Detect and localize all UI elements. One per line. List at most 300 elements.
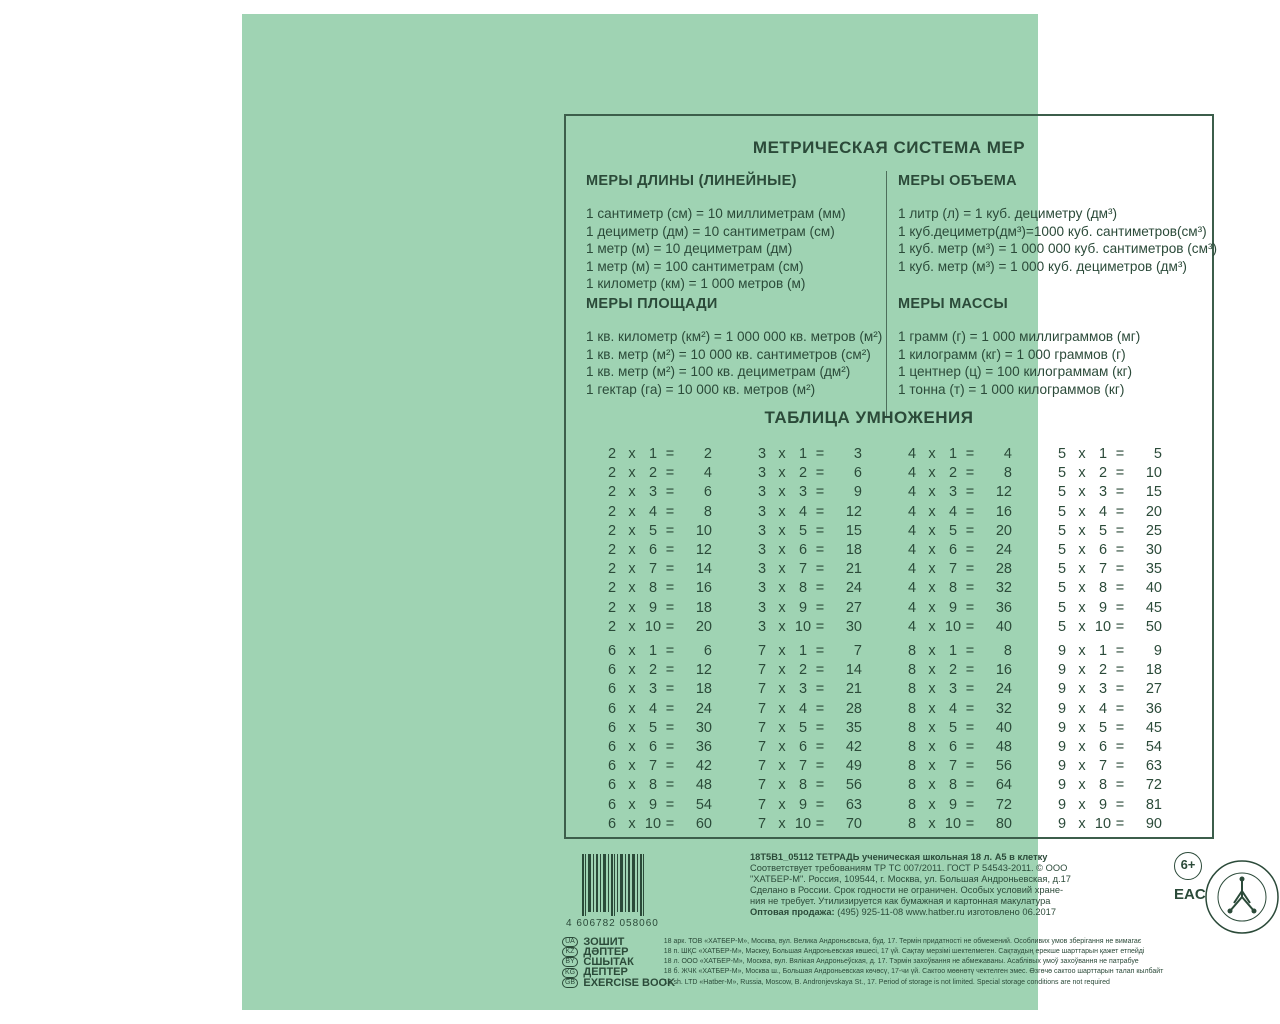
product-cell: 24	[995, 542, 1012, 558]
equals-cell: =	[1115, 739, 1125, 755]
product-cell: 14	[845, 662, 862, 679]
equals-cell: =	[965, 739, 975, 755]
factor-cell: 8	[907, 719, 917, 736]
product-cell: 27	[1145, 681, 1162, 698]
equals-cell: =	[1115, 719, 1125, 736]
factor-cell: 9	[1057, 777, 1067, 794]
multiplier-cell: 8	[798, 580, 808, 597]
multiplier-cell: 10	[794, 815, 812, 832]
operator-cell: x	[928, 542, 936, 558]
multiplier-cell: 3	[798, 681, 808, 698]
factor-cell: 4	[907, 561, 917, 578]
multiplier-cell: 3	[1098, 484, 1108, 501]
column-divider	[886, 171, 887, 416]
equals-cell: =	[665, 700, 675, 717]
factor-cell: 2	[607, 503, 617, 520]
product-cell: 5	[1153, 446, 1162, 462]
operator-cell: x	[1078, 599, 1086, 616]
product-cell: 24	[845, 580, 862, 597]
factor-cell: 6	[607, 681, 617, 698]
multiplication-row	[756, 758, 866, 777]
multiplier-cell: 8	[948, 580, 958, 597]
factor-cell: 4	[907, 446, 917, 462]
operator-cell: x	[628, 522, 636, 539]
product-cell: 30	[845, 618, 862, 635]
language-code: UA	[562, 937, 578, 947]
equals-cell: =	[965, 484, 975, 501]
operator-cell: x	[778, 662, 786, 679]
multiplier-cell: 7	[1098, 758, 1108, 775]
volume-section	[898, 173, 1217, 275]
operator-cell: x	[1078, 700, 1086, 717]
factor-cell: 5	[1057, 599, 1067, 616]
operator-cell: x	[928, 739, 936, 755]
multiplication-row	[906, 580, 1016, 599]
language-row	[562, 977, 1202, 987]
barcode-icon	[562, 852, 662, 924]
operator-cell: x	[1078, 815, 1086, 832]
area-line: 1 кв. метр (м²) = 100 кв. дециметрам (дм²)	[586, 364, 851, 379]
multiplier-cell: 4	[648, 503, 658, 520]
operator-cell: x	[1078, 739, 1086, 755]
multiplication-row	[1056, 816, 1166, 835]
product-cell: 21	[845, 561, 862, 578]
multiplication-row	[906, 720, 1016, 739]
equals-cell: =	[815, 484, 825, 501]
product-cell: 36	[995, 599, 1012, 616]
factor-cell: 8	[907, 700, 917, 717]
multiplication-row	[756, 701, 866, 720]
operator-cell: x	[778, 758, 786, 775]
equals-cell: =	[665, 662, 675, 679]
operator-cell: x	[928, 561, 936, 578]
product-cell: 48	[695, 777, 712, 794]
product-cell: 36	[695, 739, 712, 755]
language-list	[562, 936, 1202, 987]
product-cell: 45	[1145, 599, 1162, 616]
area-line: 1 кв. километр (км²) = 1 000 000 кв. метров (м²)	[586, 329, 883, 344]
multiplication-row	[606, 580, 716, 599]
multiplier-cell: 1	[648, 643, 658, 659]
operator-cell: x	[1078, 503, 1086, 520]
multiplier-cell: 7	[798, 758, 808, 775]
operator-cell: x	[928, 796, 936, 813]
factor-cell: 2	[607, 561, 617, 578]
multiplication-row	[906, 797, 1016, 816]
multiplier-cell: 7	[1098, 561, 1108, 578]
equals-cell: =	[815, 580, 825, 597]
operator-cell: x	[928, 700, 936, 717]
factor-cell: 4	[907, 580, 917, 597]
multiplication-row	[756, 580, 866, 599]
equals-cell: =	[665, 643, 675, 659]
operator-cell: x	[928, 522, 936, 539]
multiplication-row	[756, 662, 866, 681]
factor-cell: 4	[907, 484, 917, 501]
factor-cell: 5	[1057, 561, 1067, 578]
equals-cell: =	[815, 599, 825, 616]
product-cell: 48	[995, 739, 1012, 755]
multiplier-cell: 7	[798, 561, 808, 578]
product-cell: 60	[695, 815, 712, 832]
product-info	[750, 852, 1150, 918]
multiplier-cell: 4	[798, 700, 808, 717]
operator-cell: x	[1078, 662, 1086, 679]
equals-cell: =	[965, 796, 975, 813]
equals-cell: =	[815, 662, 825, 679]
multiplication-row	[906, 600, 1016, 619]
operator-cell: x	[628, 643, 636, 659]
equals-cell: =	[965, 681, 975, 698]
multiplier-cell: 4	[948, 503, 958, 520]
operator-cell: x	[928, 484, 936, 501]
product-line: Сделано в России. Срок годности не ограничен. Особых условий хране-	[750, 885, 1064, 895]
equals-cell: =	[665, 599, 675, 616]
length-line: 1 километр (км) = 1 000 метров (м)	[586, 276, 806, 291]
operator-cell: x	[1078, 465, 1086, 482]
equals-cell: =	[665, 777, 675, 794]
factor-cell: 2	[607, 465, 617, 482]
equals-cell: =	[965, 561, 975, 578]
equals-cell: =	[665, 580, 675, 597]
multiplier-cell: 5	[948, 719, 958, 736]
multiplier-cell: 9	[1098, 796, 1108, 813]
equals-cell: =	[1115, 542, 1125, 558]
operator-cell: x	[928, 662, 936, 679]
multiplier-cell: 3	[948, 484, 958, 501]
product-cell: 42	[845, 739, 862, 755]
multiplier-cell: 10	[944, 618, 962, 635]
equals-cell: =	[815, 522, 825, 539]
equals-cell: =	[1115, 758, 1125, 775]
area-line: 1 гектар (га) = 10 000 кв. метров (м²)	[586, 381, 816, 397]
multiplication-row	[756, 523, 866, 542]
multiplication-row	[756, 619, 866, 638]
multiplication-row	[1056, 484, 1166, 503]
equals-cell: =	[965, 618, 975, 635]
product-cell: 10	[1145, 465, 1162, 482]
operator-cell: x	[628, 542, 636, 558]
language-name: EXERCISE BOOK	[583, 976, 676, 989]
multiplication-row	[606, 720, 716, 739]
factor-cell: 4	[907, 599, 917, 616]
product-cell: 12	[845, 503, 862, 520]
product-line: ния не требует. Утилизируется как бумажная и картонная макулатура	[750, 896, 1051, 906]
factor-cell: 9	[1057, 796, 1067, 813]
multiplier-cell: 6	[1098, 739, 1108, 755]
metric-title: МЕТРИЧЕСКАЯ СИСТЕМА МЕР	[752, 138, 1026, 157]
equals-cell: =	[815, 719, 825, 736]
reference-frame	[564, 114, 1218, 839]
factor-cell: 4	[907, 522, 917, 539]
multiplier-cell: 1	[798, 643, 808, 659]
operator-cell: x	[628, 446, 636, 462]
equals-cell: =	[665, 465, 675, 482]
equals-cell: =	[965, 446, 975, 462]
factor-cell: 3	[757, 618, 767, 635]
mass-lines	[898, 328, 1140, 398]
language-text: 18 б. ЖЧК «ХАТБЕР-М», Москва ш., Большая Андроньевская көчөсү, 17-чи үй. Сактоо мөөнөтү чектелген эмес. Өзгөчө сактоо шарттарын талап кылбайт	[663, 968, 1164, 976]
product-cell: 20	[1145, 503, 1162, 520]
factor-cell: 8	[907, 815, 917, 832]
factor-cell: 9	[1057, 739, 1067, 755]
operator-cell: x	[778, 796, 786, 813]
multiplier-cell: 1	[798, 446, 808, 462]
product-cell: 6	[703, 643, 712, 659]
equals-cell: =	[1115, 599, 1125, 616]
multiplier-cell: 7	[648, 758, 658, 775]
product-cell: 12	[695, 542, 712, 558]
multiplier-cell: 8	[1098, 777, 1108, 794]
multiplication-row	[906, 561, 1016, 580]
factor-cell: 5	[1057, 542, 1067, 558]
multiplier-cell: 3	[648, 681, 658, 698]
area-lines	[586, 328, 882, 398]
product-cell: 20	[695, 618, 712, 635]
equals-cell: =	[1115, 446, 1125, 462]
operator-cell: x	[778, 542, 786, 558]
product-cell: 54	[1145, 739, 1162, 755]
product-cell: 72	[995, 796, 1012, 813]
multiplication-row	[1056, 797, 1166, 816]
multiplier-cell: 10	[1094, 618, 1112, 635]
factor-cell: 9	[1057, 681, 1067, 698]
multiplier-cell: 2	[648, 465, 658, 482]
product-cell: 54	[695, 796, 712, 813]
multiplication-row	[606, 523, 716, 542]
operator-cell: x	[628, 465, 636, 482]
factor-cell: 8	[907, 758, 917, 775]
product-cell: 40	[1145, 580, 1162, 597]
product-cell: 25	[1145, 522, 1162, 539]
equals-cell: =	[965, 643, 975, 659]
equals-cell: =	[815, 446, 825, 462]
operator-cell: x	[628, 777, 636, 794]
multiplication-row	[756, 720, 866, 739]
product-cell: 27	[845, 599, 862, 616]
multiplication-row	[1056, 720, 1166, 739]
factor-cell: 9	[1057, 700, 1067, 717]
equals-cell: =	[665, 815, 675, 832]
quality-seal-icon	[1202, 857, 1280, 937]
factor-cell: 9	[1057, 758, 1067, 775]
multiplication-row	[906, 777, 1016, 796]
operator-cell: x	[778, 777, 786, 794]
multiplication-row	[756, 504, 866, 523]
operator-cell: x	[628, 796, 636, 813]
multiplication-row	[756, 643, 866, 662]
factor-cell: 8	[907, 796, 917, 813]
multiplication-row	[1056, 465, 1166, 484]
factor-cell: 8	[907, 643, 917, 659]
equals-cell: =	[815, 739, 825, 755]
product-cell: 32	[995, 580, 1012, 597]
product-cell: 8	[1003, 643, 1012, 659]
operator-cell: x	[778, 719, 786, 736]
operator-cell: x	[928, 815, 936, 832]
equals-cell: =	[965, 758, 975, 775]
equals-cell: =	[815, 700, 825, 717]
factor-cell: 7	[757, 796, 767, 813]
multiplication-row	[906, 816, 1016, 835]
operator-cell: x	[1078, 681, 1086, 698]
multiplication-row	[906, 643, 1016, 662]
operator-cell: x	[1078, 758, 1086, 775]
footer-info	[562, 852, 1272, 1022]
factor-cell: 6	[607, 662, 617, 679]
product-cell: 2	[703, 446, 712, 462]
multiplication-row	[906, 523, 1016, 542]
multiplication-row	[756, 797, 866, 816]
equals-cell: =	[1115, 700, 1125, 717]
equals-cell: =	[665, 681, 675, 698]
operator-cell: x	[778, 465, 786, 482]
factor-cell: 4	[907, 465, 917, 482]
product-cell: 63	[845, 796, 862, 813]
operator-cell: x	[778, 503, 786, 520]
factor-cell: 7	[757, 739, 767, 755]
factor-cell: 6	[607, 739, 617, 755]
multiplication-row	[1056, 523, 1166, 542]
equals-cell: =	[815, 561, 825, 578]
equals-cell: =	[1115, 484, 1125, 501]
volume-line: 1 литр (л) = 1 куб. дециметру (дм³)	[898, 206, 1118, 221]
multiplier-cell: 7	[648, 561, 658, 578]
equals-cell: =	[965, 662, 975, 679]
mass-line: 1 центнер (ц) = 100 килограммам (кг)	[898, 364, 1133, 379]
factor-cell: 6	[607, 796, 617, 813]
multiplication-row	[606, 777, 716, 796]
operator-cell: x	[1078, 446, 1086, 462]
equals-cell: =	[665, 446, 675, 462]
multiplier-cell: 5	[648, 522, 658, 539]
operator-cell: x	[1078, 796, 1086, 813]
equals-cell: =	[965, 465, 975, 482]
factor-cell: 6	[607, 719, 617, 736]
multiplication-row	[906, 446, 1016, 465]
product-cell: 20	[995, 522, 1012, 539]
product-cell: 30	[1145, 542, 1162, 558]
multiplier-cell: 10	[944, 815, 962, 832]
product-cell: 72	[1145, 777, 1162, 794]
operator-cell: x	[628, 815, 636, 832]
volume-line: 1 куб. метр (м³) = 1 000 куб. дециметров (дм³)	[898, 258, 1187, 274]
language-text: 18 п. ШҚС «ХАТБЕР-М», Мәскеу, Большая Андроньевская көшесі, 17 үй. Сақтау мерзімі шектелмеген. Сақтаудың ерекше шарттарын қажет етпейді	[663, 947, 1145, 955]
equals-cell: =	[815, 465, 825, 482]
multiplication-row	[1056, 542, 1166, 561]
length-line: 1 дециметр (дм) = 10 сантиметрам (см)	[586, 223, 835, 239]
multiplication-row	[756, 561, 866, 580]
factor-cell: 9	[1057, 662, 1067, 679]
factor-cell: 5	[1057, 484, 1067, 501]
product-cell: 32	[995, 700, 1012, 717]
equals-cell: =	[1115, 777, 1125, 794]
multiplication-row	[1056, 681, 1166, 700]
multiplier-cell: 5	[798, 719, 808, 736]
multiplication-row	[606, 465, 716, 484]
factor-cell: 5	[1057, 522, 1067, 539]
language-row	[562, 967, 1202, 977]
equals-cell: =	[815, 681, 825, 698]
operator-cell: x	[1078, 777, 1086, 794]
product-cell: 64	[995, 777, 1012, 794]
factor-cell: 7	[757, 719, 767, 736]
operator-cell: x	[1078, 522, 1086, 539]
product-cell: 7	[853, 643, 862, 659]
multiplication-row	[756, 739, 866, 758]
factor-cell: 7	[757, 777, 767, 794]
multiplier-cell: 5	[648, 719, 658, 736]
product-cell: 18	[695, 681, 712, 698]
factor-cell: 3	[757, 599, 767, 616]
equals-cell: =	[665, 739, 675, 755]
product-cell: 24	[695, 700, 712, 717]
product-cell: 18	[845, 542, 862, 558]
product-cell: 45	[1145, 719, 1162, 736]
multiplier-cell: 3	[948, 681, 958, 698]
operator-cell: x	[1078, 643, 1086, 659]
product-cell: 18	[1145, 662, 1162, 679]
product-cell: 3	[853, 446, 862, 462]
age-badge: 6+	[1174, 852, 1202, 880]
factor-cell: 2	[607, 484, 617, 501]
multiplication-row	[1056, 619, 1166, 638]
length-line: 1 сантиметр (см) = 10 миллиметрам (мм)	[586, 206, 846, 221]
multiplication-row	[606, 816, 716, 835]
factor-cell: 6	[607, 815, 617, 832]
product-cell: 18	[695, 599, 712, 616]
operator-cell: x	[628, 719, 636, 736]
factor-cell: 9	[1057, 643, 1067, 659]
product-cell: 63	[1145, 758, 1162, 775]
operator-cell: x	[778, 599, 786, 616]
multiplication-row	[1056, 446, 1166, 465]
equals-cell: =	[665, 719, 675, 736]
multiplier-cell: 3	[648, 484, 658, 501]
language-text: 18 л. ООО «ХАТБЕР-М», Москва, вул. Вялікая Андроньеўская, д. 17. Тэрмін захоўвання не абмежаваны. Асаблівых умоў захоўвання не патрабуе	[663, 958, 1139, 966]
operator-cell: x	[778, 446, 786, 462]
multiplication-row	[1056, 580, 1166, 599]
product-cell: 90	[1145, 815, 1162, 832]
operator-cell: x	[628, 484, 636, 501]
factor-cell: 3	[757, 561, 767, 578]
mass-line: 1 грамм (г) = 1 000 миллиграммов (мг)	[898, 329, 1141, 344]
multiplier-cell: 2	[1098, 662, 1108, 679]
factor-cell: 2	[607, 618, 617, 635]
multiplication-row	[906, 701, 1016, 720]
operator-cell: x	[628, 739, 636, 755]
language-code: BY	[562, 957, 578, 967]
operator-cell: x	[778, 580, 786, 597]
multiplier-cell: 10	[794, 618, 812, 635]
product-cell: 56	[995, 758, 1012, 775]
product-cell: 35	[1145, 561, 1162, 578]
product-cell: 21	[845, 681, 862, 698]
multiplication-row	[606, 561, 716, 580]
multiplication-row	[1056, 777, 1166, 796]
product-cell: 80	[995, 815, 1012, 832]
multiplication-row	[606, 446, 716, 465]
multiplier-cell: 9	[648, 599, 658, 616]
product-cell: 40	[995, 719, 1012, 736]
factor-cell: 7	[757, 815, 767, 832]
language-text: 18 sh. LTD «Hatber-M», Russia, Moscow, B. Andronjevskaya St., 17. Period of storage is not limited. Special storage conditions are not required	[663, 978, 1110, 986]
multiplication-row	[1056, 600, 1166, 619]
operator-cell: x	[628, 758, 636, 775]
equals-cell: =	[665, 758, 675, 775]
factor-cell: 3	[757, 580, 767, 597]
multiplication-row	[606, 797, 716, 816]
